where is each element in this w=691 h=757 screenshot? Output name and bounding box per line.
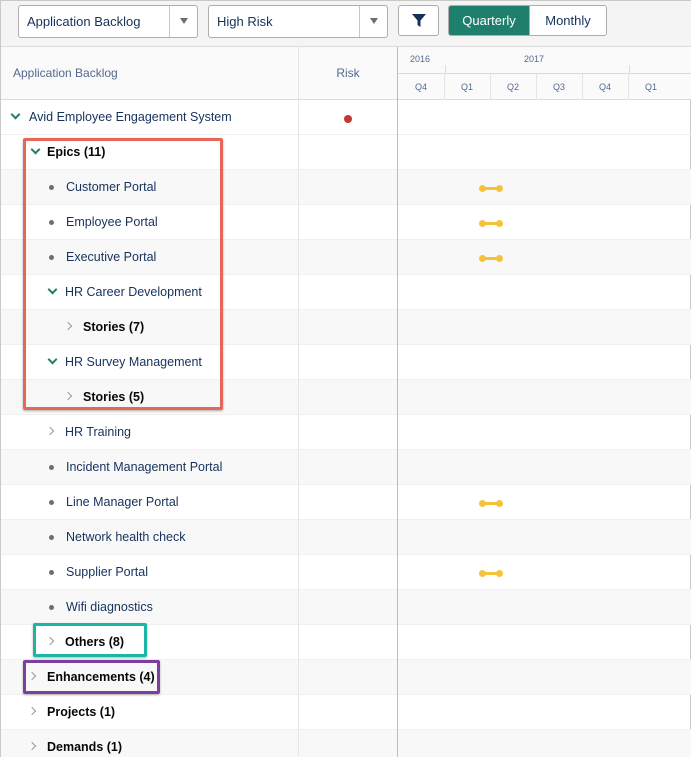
timeline-bar[interactable] [479,220,503,227]
bullet-icon [49,535,54,540]
row-label: HR Training [65,425,131,439]
row-label: Supplier Portal [66,565,148,579]
table-row[interactable] [1,415,691,450]
filter-icon [412,14,426,28]
bullet-icon [49,500,54,505]
view-toggle [448,5,607,36]
column-header-risk: Risk [336,66,360,80]
bullet-icon [49,605,54,610]
table-row[interactable] [1,485,691,520]
quarter-row [398,73,691,99]
row-label: Executive Portal [66,250,157,264]
quarter-label: Q4 [414,82,427,92]
risk-filter-select[interactable] [208,5,388,38]
row-label: Employee Portal [66,215,158,229]
quarter-label: Q4 [598,82,611,92]
bullet-icon [49,570,54,575]
toolbar [1,1,691,47]
timeline-bar[interactable] [479,185,503,192]
table-row[interactable] [1,555,691,590]
chevron-down-icon[interactable] [11,110,21,120]
filter-button[interactable] [398,5,439,36]
row-label: HR Survey Management [65,355,202,369]
row-label: Demands (1) [47,740,123,754]
quarter-label: Q3 [552,82,565,92]
row-label: Avid Employee Engagement System [29,110,232,124]
chevron-right-icon[interactable] [46,427,54,435]
row-label: Wifi diagnostics [66,600,153,614]
quarter-label: Q2 [506,82,519,92]
table-row[interactable] [1,590,691,625]
row-label: Epics (11) [47,145,106,159]
timeline-bar[interactable] [479,500,503,507]
quarterly-button[interactable]: Quarterly [449,6,529,35]
table-row[interactable] [1,730,691,757]
table-row[interactable] [1,450,691,485]
column-header-name: Application Backlog [13,66,118,80]
year-label: 2017 [524,54,545,64]
timeline-bar[interactable] [479,570,503,577]
row-label: Incident Management Portal [66,460,223,474]
table-row[interactable] [1,100,691,135]
table-row[interactable] [1,695,691,730]
year-label: 2016 [410,54,431,64]
row-label: HR Career Development [65,285,202,299]
enhancements-highlight-box [23,660,160,694]
table-row[interactable] [1,520,691,555]
column-divider [298,47,299,757]
chevron-down-icon [180,18,188,24]
quarter-label: Q1 [460,82,473,92]
others-highlight-box [33,623,147,657]
row-label: Projects (1) [47,705,116,719]
epics-highlight-box [23,138,223,410]
row-label: Customer Portal [66,180,157,194]
row-label: Stories (5) [83,390,145,404]
grid-header [1,47,691,100]
row-label: Others (8) [65,635,125,649]
quarter-label: Q1 [644,82,657,92]
backlog-select-value: Application Backlog [27,14,141,29]
high-risk-indicator [344,115,352,123]
column-divider[interactable] [397,47,398,757]
timeline-bar[interactable] [479,255,503,262]
row-label: Enhancements (4) [47,670,155,684]
risk-select-value: High Risk [217,14,273,29]
chevron-down-icon [370,18,378,24]
row-label: Network health check [66,530,186,544]
bullet-icon [49,465,54,470]
chevron-right-icon[interactable] [28,707,36,715]
backlog-select[interactable] [18,5,198,38]
row-label: Line Manager Portal [66,495,179,509]
chevron-right-icon[interactable] [28,742,36,750]
row-label: Stories (7) [83,320,145,334]
monthly-button[interactable]: Monthly [529,6,606,35]
